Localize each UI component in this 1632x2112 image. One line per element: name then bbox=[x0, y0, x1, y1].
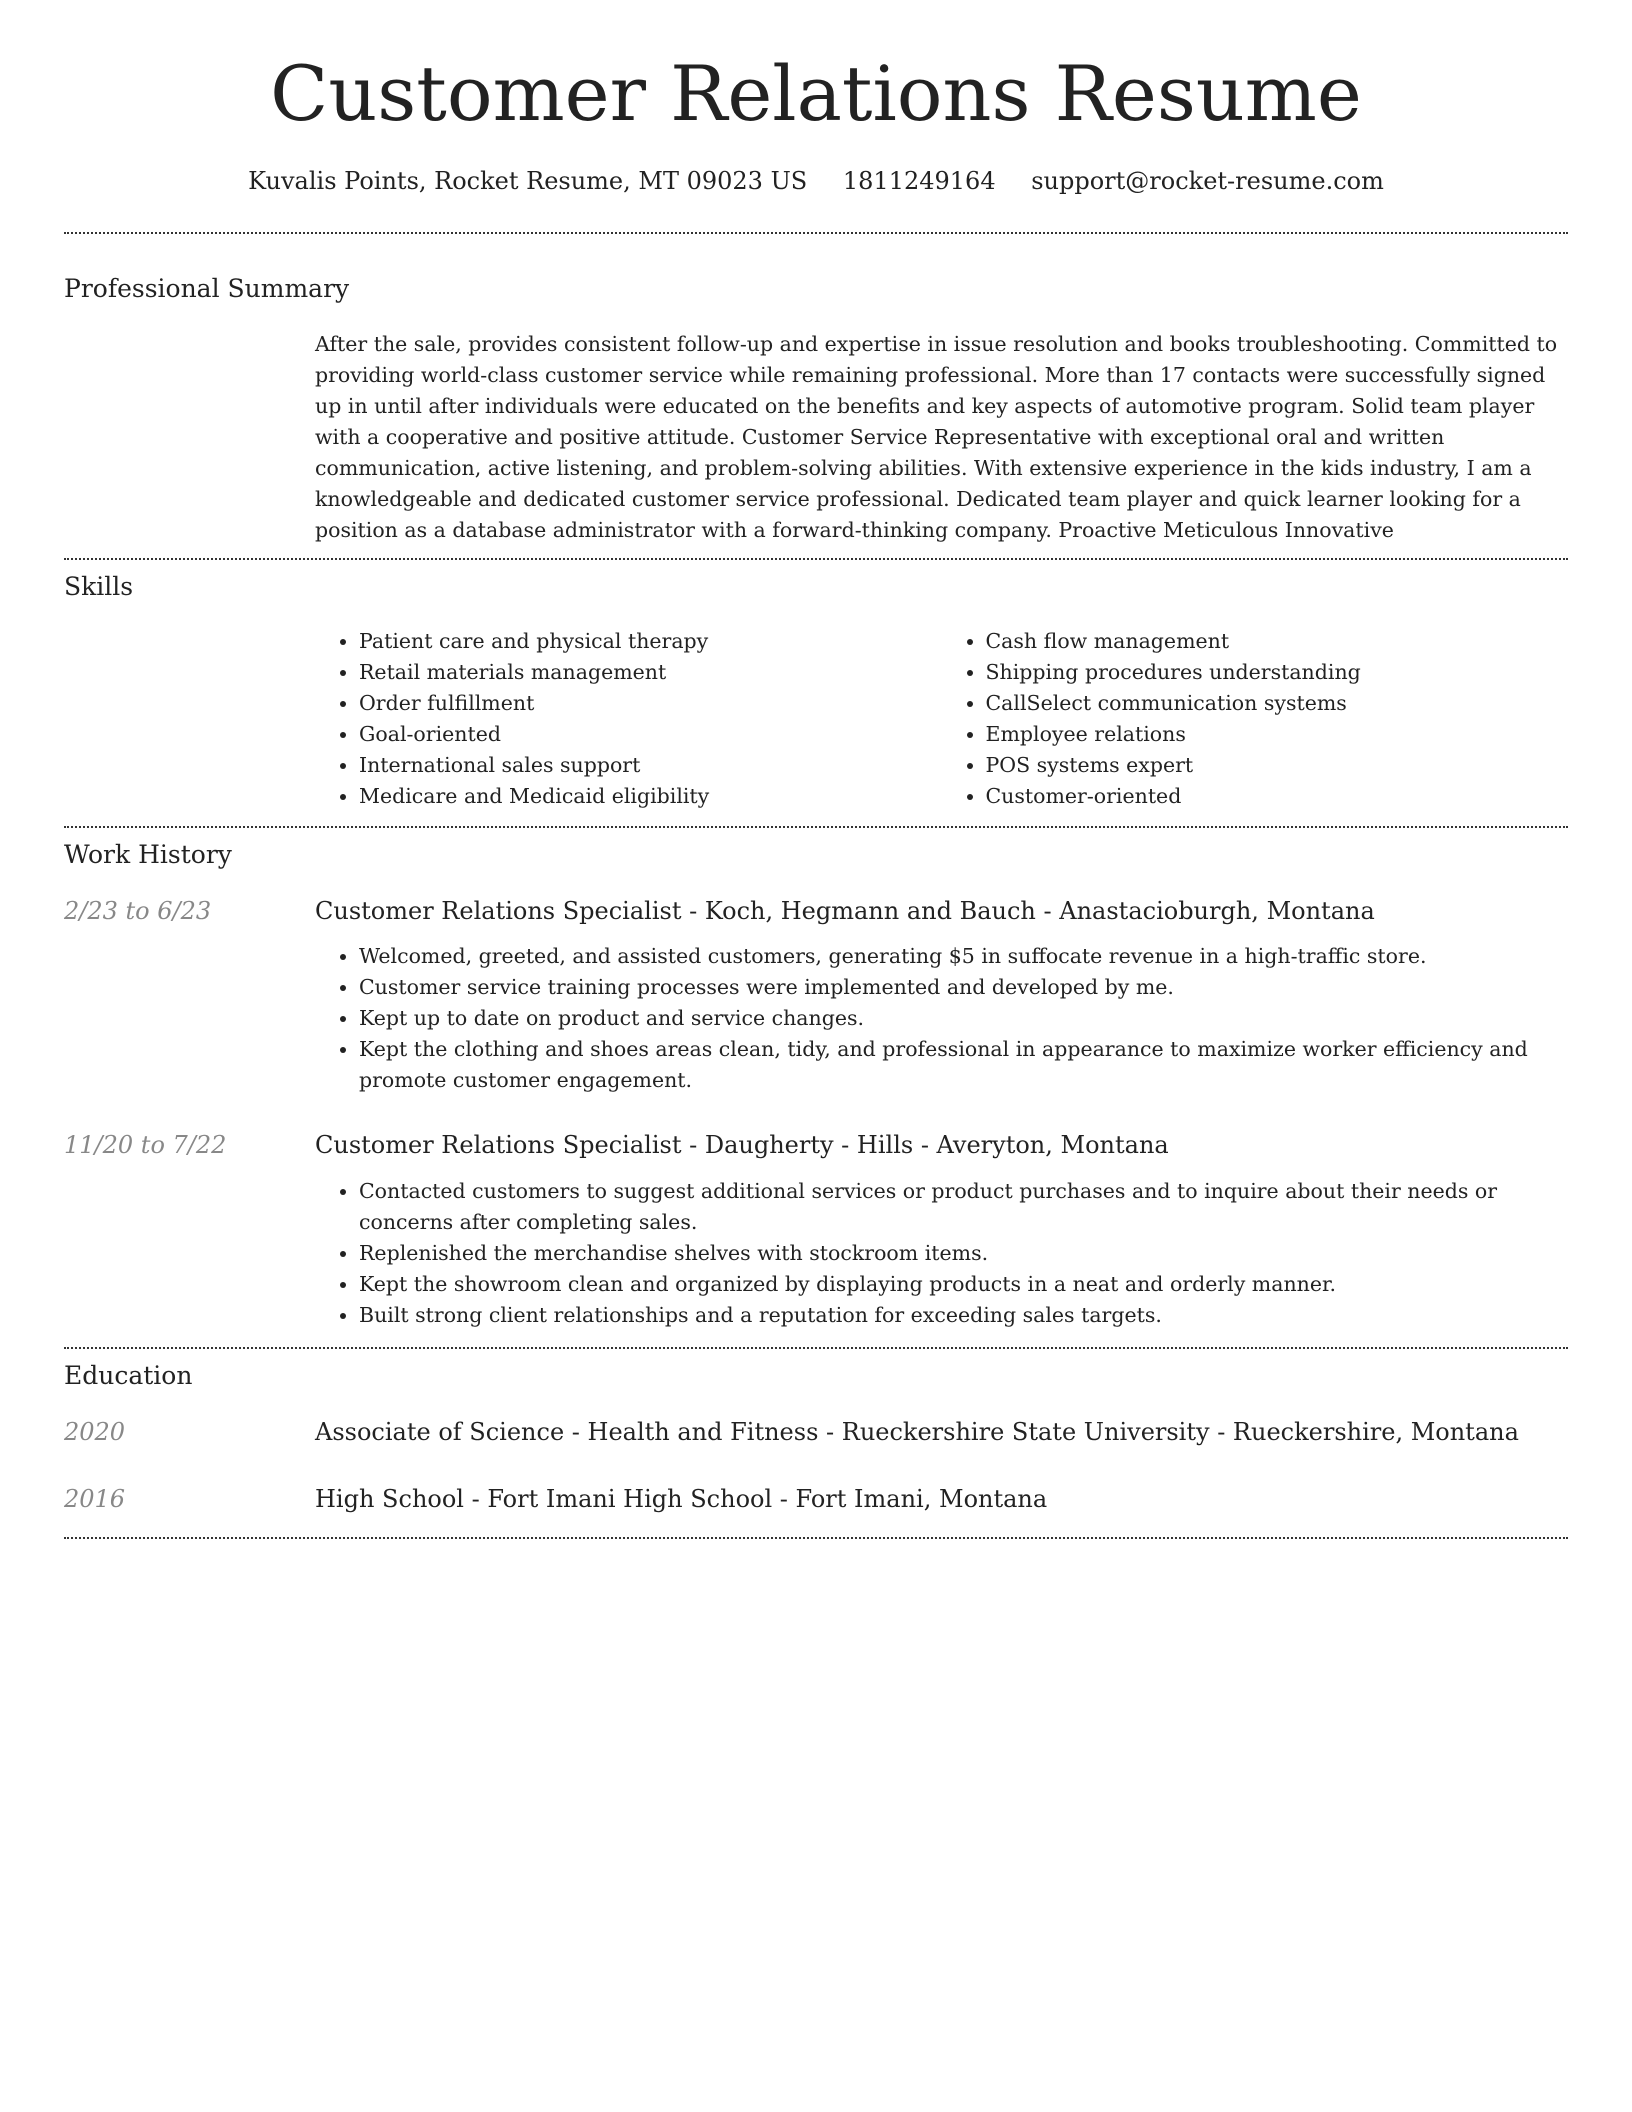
job-bullet: • Kept the showroom clean and organized by displaying products in a neat and orderly manner. bbox=[359, 1269, 1568, 1300]
skills-heading: Skills bbox=[64, 572, 134, 602]
skills-list-left bbox=[315, 626, 942, 812]
contact-email: support@rocket-resume.com bbox=[1031, 167, 1384, 196]
education-heading: Education bbox=[64, 1360, 193, 1390]
skill-item: • Medicare and Medicaid eligibility bbox=[359, 781, 942, 812]
education-school: - Rueckershire State University - Rueckershire, Montana bbox=[818, 1417, 1519, 1446]
job-heading bbox=[315, 1130, 1568, 1161]
skill-item: • Goal-oriented bbox=[359, 719, 942, 750]
education-year: 2020 bbox=[64, 1417, 126, 1446]
divider bbox=[64, 558, 1568, 560]
job-bullet: • Replenished the merchandise shelves with stockroom items. bbox=[359, 1238, 1568, 1269]
education-details bbox=[315, 1417, 1568, 1448]
job-bullet: • Contacted customers to suggest additional services or product purchases and to inquire about their needs or concerns after completing sales. bbox=[359, 1176, 1568, 1238]
divider bbox=[64, 1347, 1568, 1349]
divider bbox=[64, 826, 1568, 828]
job-entry bbox=[64, 1130, 1568, 1330]
education-entry bbox=[64, 1484, 1568, 1515]
job-details bbox=[315, 1130, 1568, 1330]
education-entry bbox=[64, 1417, 1568, 1448]
job-bullet: • Kept the clothing and shoes areas clean, tidy, and professional in appearance to maximize worker efficiency and promote customer engagement. bbox=[359, 1034, 1568, 1096]
skills-section bbox=[64, 572, 1568, 812]
divider bbox=[64, 1537, 1568, 1539]
summary-heading: Professional Summary bbox=[64, 274, 350, 304]
skill-item: • Shipping procedures understanding bbox=[986, 657, 1569, 688]
job-bullet: • Built strong client relationships and a reputation for exceeding sales targets. bbox=[359, 1300, 1568, 1331]
education-year: 2016 bbox=[64, 1484, 126, 1513]
summary-section bbox=[64, 274, 1568, 546]
page-title: Customer Relations Resume bbox=[270, 49, 1362, 138]
skill-item: • Order fulfillment bbox=[359, 688, 942, 719]
job-bullet: • Kept up to date on product and service changes. bbox=[359, 1003, 1568, 1034]
skill-item: • Cash flow management bbox=[986, 626, 1569, 657]
job-title: Customer Relations Specialist bbox=[315, 897, 682, 926]
job-heading bbox=[315, 896, 1568, 927]
skill-item: • Employee relations bbox=[986, 719, 1569, 750]
job-employer: - Daugherty - Hills - Averyton, Montana bbox=[681, 1131, 1169, 1160]
job-bullets bbox=[315, 941, 1568, 1096]
education-degree: High School bbox=[315, 1484, 464, 1513]
skill-item: • Retail materials management bbox=[359, 657, 942, 688]
contact-address: Kuvalis Points, Rocket Resume, MT 09023 US bbox=[248, 167, 808, 196]
job-details bbox=[315, 896, 1568, 1096]
job-bullet: • Customer service training processes were implemented and developed by me. bbox=[359, 972, 1568, 1003]
work-section bbox=[64, 840, 1568, 1330]
skill-item: • International sales support bbox=[359, 750, 942, 781]
divider bbox=[64, 232, 1568, 234]
summary-text: After the sale, provides consistent follow-up and expertise in issue resolution and books troubleshooting. Committed to providing world-class customer service while remaining professional. More than 17 contacts were successfully signed up in until after individuals were educated on the benefits and key aspects of automotive program. Solid team player with a cooperative and positive attitude. Customer Service Representative with exceptional oral and written communication, active listening, and problem-solving abilities. With extensive experience in the kids industry, I am a knowledgeable and dedicated customer service professional. Dedicated team player and quick learner looking for a position as a database administrator with a forward-thinking company. Proactive Meticulous Innovative bbox=[315, 332, 1558, 543]
skill-item: • Patient care and physical therapy bbox=[359, 626, 942, 657]
job-title: Customer Relations Specialist bbox=[315, 1131, 682, 1160]
skill-item: • CallSelect communication systems bbox=[986, 688, 1569, 719]
job-dates: 11/20 to 7/22 bbox=[64, 1131, 227, 1160]
skills-columns bbox=[315, 626, 1568, 812]
education-degree: Associate of Science - Health and Fitness bbox=[315, 1417, 819, 1446]
contact-line bbox=[64, 167, 1568, 196]
job-bullets bbox=[315, 1176, 1568, 1331]
job-entry bbox=[64, 896, 1568, 1096]
job-dates: 2/23 to 6/23 bbox=[64, 897, 212, 926]
job-employer: - Koch, Hegmann and Bauch - Anastacioburgh, Montana bbox=[681, 897, 1375, 926]
education-section bbox=[64, 1361, 1568, 1515]
education-heading-line bbox=[315, 1484, 1568, 1515]
contact-phone: 1811249164 bbox=[842, 167, 996, 196]
job-bullet: • Welcomed, greeted, and assisted customers, generating $5 in suffocate revenue in a high-traffic store. bbox=[359, 941, 1568, 972]
summary-content bbox=[315, 329, 1568, 546]
education-school: - Fort Imani High School - Fort Imani, Montana bbox=[463, 1484, 1048, 1513]
education-details bbox=[315, 1484, 1568, 1515]
work-heading: Work History bbox=[64, 840, 232, 870]
skill-item: • POS systems expert bbox=[986, 750, 1569, 781]
education-heading-line bbox=[315, 1417, 1568, 1448]
skill-item: • Customer-oriented bbox=[986, 781, 1569, 812]
skills-list-right bbox=[942, 626, 1569, 812]
resume-page bbox=[64, 0, 1568, 1539]
